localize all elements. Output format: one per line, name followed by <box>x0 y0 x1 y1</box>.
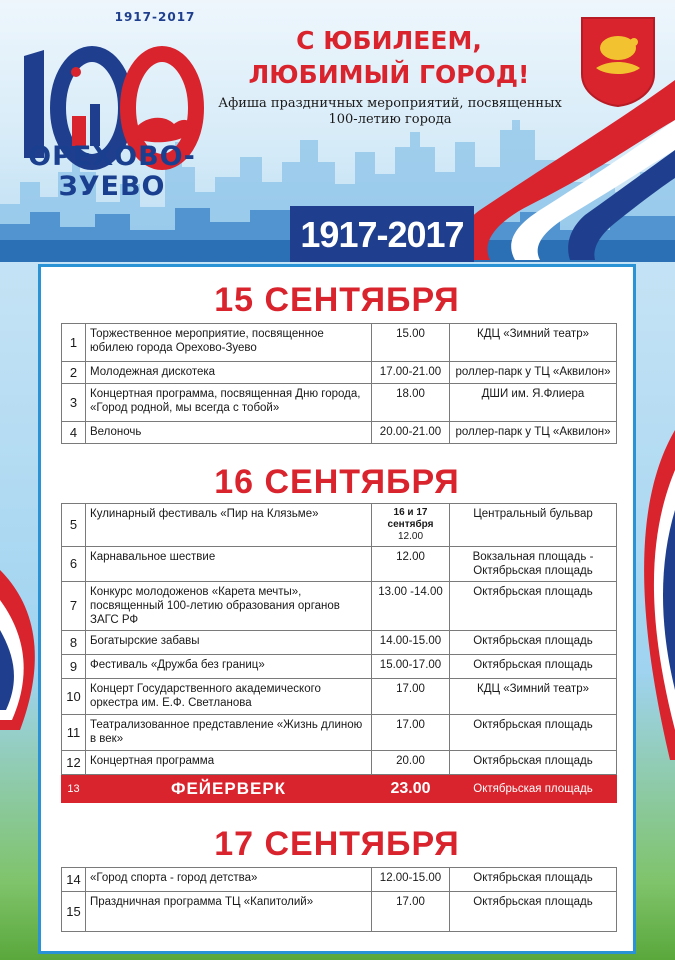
event-time: 20.00 <box>372 751 450 775</box>
event-time: 17.00 <box>372 679 450 715</box>
event-number: 1 <box>62 324 86 362</box>
event-number: 14 <box>62 868 86 892</box>
event-time: 17.00 <box>372 892 450 932</box>
event-time: 20.00-21.00 <box>372 422 450 444</box>
schedule-table-17-sept <box>61 867 617 932</box>
event-name: Концертная программа, посвященная Дню города, «Город родной, мы всегда с тобой» <box>86 384 372 422</box>
event-time: 23.00 <box>372 775 450 803</box>
table-row <box>62 751 617 775</box>
logo-city-line1: ОРЕХОВО- <box>28 141 196 172</box>
event-name: Кулинарный фестиваль «Пир на Клязьме» <box>86 504 372 547</box>
event-place: Октябрьская площадь <box>450 715 617 751</box>
event-place: Октябрьская площадь <box>450 655 617 679</box>
page-title-line2: ЛЮБИМЫЙ ГОРОД! <box>248 60 530 89</box>
event-number: 11 <box>62 715 86 751</box>
table-row <box>62 504 617 547</box>
table-row <box>62 631 617 655</box>
table-row <box>62 422 617 444</box>
event-name: Театрализованное представление «Жизнь длиною в век» <box>86 715 372 751</box>
event-time: 15.00 <box>372 324 450 362</box>
event-time: 14.00-15.00 <box>372 631 450 655</box>
day-title-16-sept: 16 СЕНТЯБРЯ <box>214 463 460 501</box>
event-name: Богатырские забавы <box>86 631 372 655</box>
event-number: 10 <box>62 679 86 715</box>
event-name: ФЕЙЕРВЕРК <box>86 775 372 803</box>
event-place: Октябрьская площадь <box>450 631 617 655</box>
event-time: 17.00 <box>372 715 450 751</box>
table-row <box>62 715 617 751</box>
event-time-cell <box>372 504 450 547</box>
right-ribbon-decoration <box>630 430 675 760</box>
event-name: Праздничная программа ТЦ «Капитолий» <box>86 892 372 932</box>
event-date-range: 16 и 17 сентября <box>387 507 434 530</box>
event-place: Центральный бульвар <box>450 504 617 547</box>
table-row <box>62 655 617 679</box>
day-title-15-sept: 15 СЕНТЯБРЯ <box>214 281 460 319</box>
table-row <box>62 362 617 384</box>
event-name: Концерт Государственного академического оркестра им. Е.Ф. Светланова <box>86 679 372 715</box>
years-banner: 1917-2017 <box>290 206 474 262</box>
event-time: 15.00-17.00 <box>372 655 450 679</box>
event-number: 5 <box>62 504 86 547</box>
table-row <box>62 547 617 582</box>
schedule-table-16-sept <box>61 503 617 803</box>
event-place: КДЦ «Зимний театр» <box>450 324 617 362</box>
page-title-line1: С ЮБИЛЕЕМ, <box>296 26 482 55</box>
event-number: 4 <box>62 422 86 444</box>
table-row <box>62 892 617 932</box>
event-place: роллер-парк у ТЦ «Аквилон» <box>450 422 617 444</box>
event-name: Конкурс молодоженов «Карета мечты», посвященный 100-летию образования органов ЗАГС РФ <box>86 582 372 631</box>
event-name: «Город спорта - город детства» <box>86 868 372 892</box>
coat-of-arms-icon <box>580 16 656 108</box>
event-number: 9 <box>62 655 86 679</box>
event-time: 12.00 <box>372 547 450 582</box>
page-subtitle <box>200 96 580 128</box>
event-number: 6 <box>62 547 86 582</box>
event-place: Октябрьская площадь <box>450 751 617 775</box>
logo-years: 1917-2017 <box>114 10 196 24</box>
event-name: Концертная программа <box>86 751 372 775</box>
logo-city-name <box>22 142 202 202</box>
subtitle-line2: 100-летию города <box>328 112 452 127</box>
event-name: Торжественное мероприятие, посвященное юбилею города Орехово-Зуево <box>86 324 372 362</box>
schedule-content <box>41 267 633 951</box>
event-number: 8 <box>62 631 86 655</box>
table-row <box>62 324 617 362</box>
table-row <box>62 384 617 422</box>
event-name: Карнавальное шествие <box>86 547 372 582</box>
table-row <box>62 679 617 715</box>
table-row <box>62 582 617 631</box>
event-number: 12 <box>62 751 86 775</box>
schedule-panel <box>38 264 636 954</box>
day-title-17-sept: 17 СЕНТЯБРЯ <box>214 825 460 863</box>
event-place: Октябрьская площадь <box>450 775 617 803</box>
event-number: 3 <box>62 384 86 422</box>
table-row <box>62 868 617 892</box>
event-time: 12.00-15.00 <box>372 868 450 892</box>
event-name: Фестиваль «Дружба без границ» <box>86 655 372 679</box>
subtitle-line1: Афиша праздничных мероприятий, посвященных <box>218 96 562 111</box>
event-time: 13.00 -14.00 <box>372 582 450 631</box>
event-name: Молодежная дискотека <box>86 362 372 384</box>
logo-city-line2: ЗУЕВО <box>58 171 166 202</box>
table-row-fireworks <box>62 775 617 803</box>
event-time: 12.00 <box>397 531 424 542</box>
event-place: Октябрьская площадь <box>450 582 617 631</box>
schedule-table-15-sept <box>61 323 617 444</box>
event-number: 15 <box>62 892 86 932</box>
event-time: 18.00 <box>372 384 450 422</box>
event-name: Велоночь <box>86 422 372 444</box>
event-place: Октябрьская площадь <box>450 892 617 932</box>
event-place: Октябрьская площадь <box>450 868 617 892</box>
event-number: 13 <box>62 775 86 803</box>
event-number: 7 <box>62 582 86 631</box>
event-place: КДЦ «Зимний театр» <box>450 679 617 715</box>
event-place: роллер-парк у ТЦ «Аквилон» <box>450 362 617 384</box>
event-number: 2 <box>62 362 86 384</box>
event-place: Вокзальная площадь - Октябрьская площадь <box>450 547 617 582</box>
event-time: 17.00-21.00 <box>372 362 450 384</box>
header <box>0 0 675 262</box>
event-place: ДШИ им. Я.Флиера <box>450 384 617 422</box>
